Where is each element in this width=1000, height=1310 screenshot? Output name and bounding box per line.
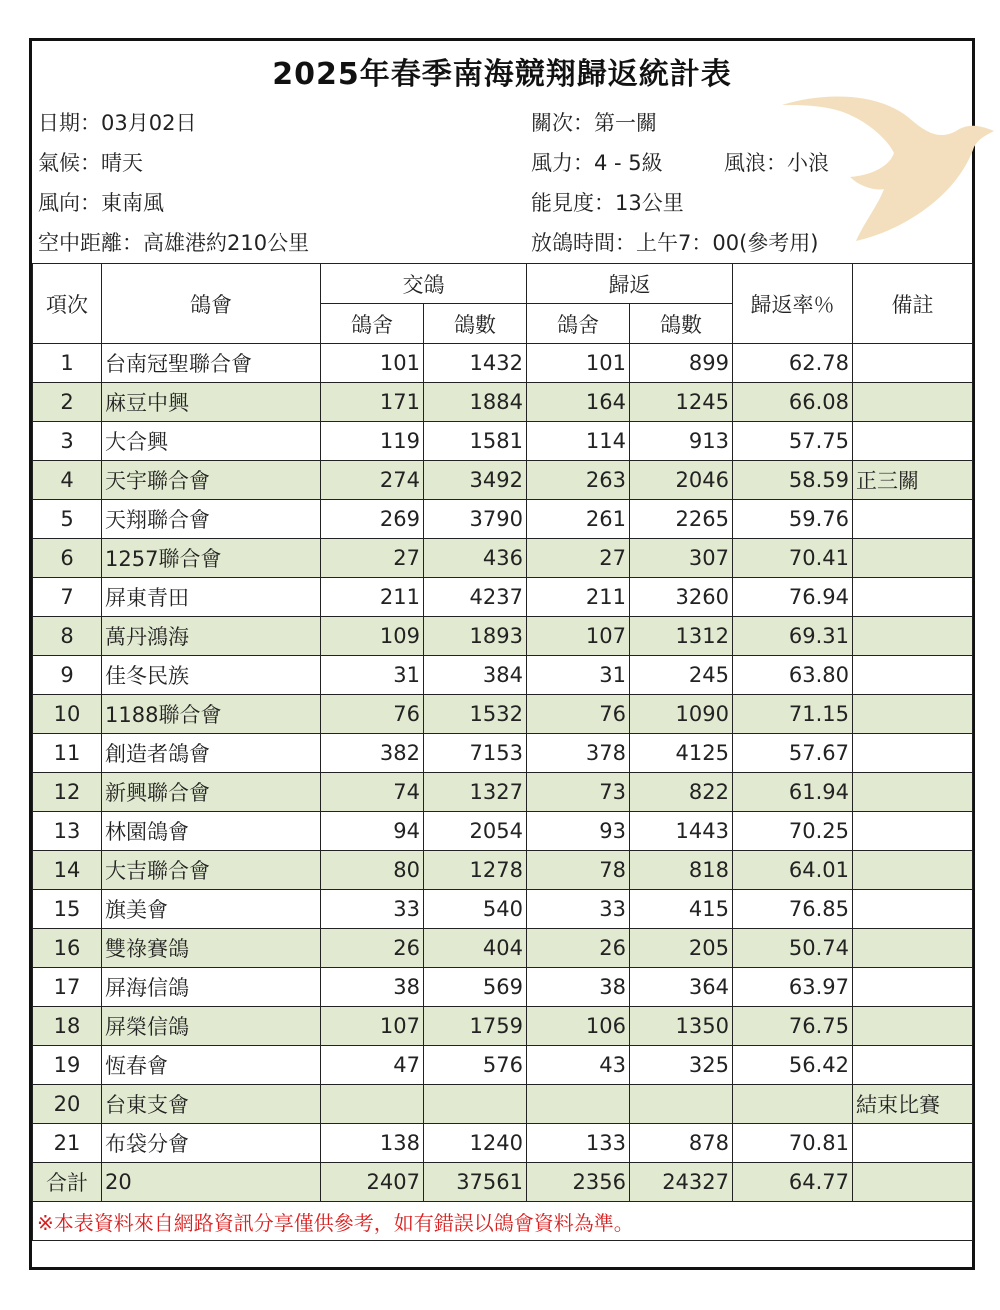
row-remark xyxy=(853,656,973,695)
row-submitted-birds: 3790 xyxy=(424,500,527,539)
row-returned-lofts: 101 xyxy=(527,344,630,383)
disclaimer-note: ※本表資料來自網路資訊分享僅供參考，如有錯誤以鴿會資料為準。 xyxy=(33,1202,973,1241)
row-remark xyxy=(853,539,973,578)
row-remark xyxy=(853,1007,973,1046)
info-date: 日期：03月02日 xyxy=(38,111,197,135)
row-submitted-birds: 576 xyxy=(424,1046,527,1085)
row-submitted-birds: 569 xyxy=(424,968,527,1007)
row-return-rate: 63.97 xyxy=(733,968,853,1007)
row-returned-birds: 307 xyxy=(630,539,733,578)
row-index: 16 xyxy=(33,929,102,968)
row-club-name: 萬丹鴻海 xyxy=(102,617,321,656)
row-returned-birds: 3260 xyxy=(630,578,733,617)
row-returned-birds: 1443 xyxy=(630,812,733,851)
row-returned-birds: 818 xyxy=(630,851,733,890)
header-submitted: 交鴿 xyxy=(321,264,527,304)
row-submitted-birds: 436 xyxy=(424,539,527,578)
row-remark xyxy=(853,734,973,773)
row-submitted-lofts: 38 xyxy=(321,968,424,1007)
row-index: 11 xyxy=(33,734,102,773)
row-return-rate: 50.74 xyxy=(733,929,853,968)
total-returned-lofts: 2356 xyxy=(527,1163,630,1202)
row-index: 13 xyxy=(33,812,102,851)
row-club-name: 屏榮信鴿 xyxy=(102,1007,321,1046)
row-index: 1 xyxy=(33,344,102,383)
row-submitted-lofts: 107 xyxy=(321,1007,424,1046)
row-return-rate: 76.85 xyxy=(733,890,853,929)
table-row xyxy=(33,851,973,890)
row-returned-lofts: 93 xyxy=(527,812,630,851)
table-row xyxy=(33,500,973,539)
row-index: 17 xyxy=(33,968,102,1007)
row-submitted-birds: 1278 xyxy=(424,851,527,890)
row-remark xyxy=(853,968,973,1007)
row-returned-birds: 913 xyxy=(630,422,733,461)
row-returned-birds: 899 xyxy=(630,344,733,383)
row-submitted-lofts: 47 xyxy=(321,1046,424,1085)
info-distance: 空中距離：高雄港約210公里 xyxy=(38,231,310,255)
row-index: 6 xyxy=(33,539,102,578)
row-index: 21 xyxy=(33,1124,102,1163)
row-return-rate: 70.41 xyxy=(733,539,853,578)
table-row xyxy=(33,734,973,773)
table-row xyxy=(33,1007,973,1046)
row-returned-lofts: 106 xyxy=(527,1007,630,1046)
table-row xyxy=(33,695,973,734)
row-submitted-birds xyxy=(424,1085,527,1124)
row-submitted-lofts: 109 xyxy=(321,617,424,656)
row-returned-lofts: 27 xyxy=(527,539,630,578)
row-club-name: 旗美會 xyxy=(102,890,321,929)
table-row xyxy=(33,461,973,500)
row-index: 14 xyxy=(33,851,102,890)
row-returned-lofts: 164 xyxy=(527,383,630,422)
row-remark xyxy=(853,695,973,734)
row-submitted-lofts: 138 xyxy=(321,1124,424,1163)
row-returned-birds xyxy=(630,1085,733,1124)
row-index: 3 xyxy=(33,422,102,461)
row-return-rate: 59.76 xyxy=(733,500,853,539)
row-index: 2 xyxy=(33,383,102,422)
header-submitted-lofts: 鴿舍 xyxy=(321,304,424,344)
row-returned-lofts: 133 xyxy=(527,1124,630,1163)
row-club-name: 恆春會 xyxy=(102,1046,321,1085)
report-sheet xyxy=(29,38,975,1270)
row-remark xyxy=(853,500,973,539)
row-returned-birds: 205 xyxy=(630,929,733,968)
row-club-name: 林園鴿會 xyxy=(102,812,321,851)
info-release-time: 放鴿時間：上午7：00(參考用) xyxy=(531,231,819,255)
row-returned-lofts: 73 xyxy=(527,773,630,812)
row-return-rate: 66.08 xyxy=(733,383,853,422)
row-return-rate: 76.94 xyxy=(733,578,853,617)
row-return-rate: 70.25 xyxy=(733,812,853,851)
row-submitted-birds: 1432 xyxy=(424,344,527,383)
row-submitted-birds: 2054 xyxy=(424,812,527,851)
row-remark xyxy=(853,773,973,812)
total-row xyxy=(33,1163,973,1202)
row-club-name: 大吉聯合會 xyxy=(102,851,321,890)
table-body xyxy=(33,344,973,1163)
row-remark: 結束比賽 xyxy=(853,1085,973,1124)
row-index: 9 xyxy=(33,656,102,695)
table-row xyxy=(33,1085,973,1124)
row-returned-lofts: 114 xyxy=(527,422,630,461)
row-club-name: 大合興 xyxy=(102,422,321,461)
row-index: 12 xyxy=(33,773,102,812)
row-return-rate: 61.94 xyxy=(733,773,853,812)
table-row xyxy=(33,1124,973,1163)
row-submitted-lofts: 269 xyxy=(321,500,424,539)
row-index: 18 xyxy=(33,1007,102,1046)
row-club-name: 麻豆中興 xyxy=(102,383,321,422)
table-row xyxy=(33,539,973,578)
row-returned-birds: 4125 xyxy=(630,734,733,773)
total-label: 合計 xyxy=(33,1163,102,1202)
row-index: 19 xyxy=(33,1046,102,1085)
row-submitted-lofts: 31 xyxy=(321,656,424,695)
row-index: 15 xyxy=(33,890,102,929)
row-remark xyxy=(853,617,973,656)
row-returned-lofts: 76 xyxy=(527,695,630,734)
header-index: 項次 xyxy=(33,264,102,344)
row-returned-birds: 415 xyxy=(630,890,733,929)
row-return-rate: 58.59 xyxy=(733,461,853,500)
row-return-rate: 71.15 xyxy=(733,695,853,734)
row-return-rate: 62.78 xyxy=(733,344,853,383)
row-club-name: 創造者鴿會 xyxy=(102,734,321,773)
row-returned-lofts: 31 xyxy=(527,656,630,695)
total-returned-birds: 24327 xyxy=(630,1163,733,1202)
row-remark xyxy=(853,578,973,617)
table-row xyxy=(33,617,973,656)
row-club-name: 佳冬民族 xyxy=(102,656,321,695)
return-stats-table xyxy=(32,263,973,1241)
row-submitted-lofts: 76 xyxy=(321,695,424,734)
row-returned-birds: 1312 xyxy=(630,617,733,656)
row-club-name: 屏海信鴿 xyxy=(102,968,321,1007)
total-submitted-lofts: 2407 xyxy=(321,1163,424,1202)
table-row xyxy=(33,578,973,617)
table-row xyxy=(33,773,973,812)
row-remark xyxy=(853,1046,973,1085)
row-returned-lofts: 38 xyxy=(527,968,630,1007)
row-submitted-birds: 1759 xyxy=(424,1007,527,1046)
row-returned-birds: 822 xyxy=(630,773,733,812)
row-submitted-lofts xyxy=(321,1085,424,1124)
row-returned-lofts: 33 xyxy=(527,890,630,929)
row-club-name: 布袋分會 xyxy=(102,1124,321,1163)
row-returned-lofts xyxy=(527,1085,630,1124)
total-remark xyxy=(853,1163,973,1202)
row-returned-birds: 1350 xyxy=(630,1007,733,1046)
row-remark xyxy=(853,422,973,461)
row-return-rate: 76.75 xyxy=(733,1007,853,1046)
row-returned-birds: 2265 xyxy=(630,500,733,539)
row-submitted-birds: 4237 xyxy=(424,578,527,617)
row-submitted-lofts: 382 xyxy=(321,734,424,773)
row-submitted-lofts: 171 xyxy=(321,383,424,422)
row-return-rate: 70.81 xyxy=(733,1124,853,1163)
table-row xyxy=(33,812,973,851)
row-submitted-birds: 3492 xyxy=(424,461,527,500)
row-submitted-lofts: 94 xyxy=(321,812,424,851)
row-submitted-birds: 1581 xyxy=(424,422,527,461)
row-index: 4 xyxy=(33,461,102,500)
info-visibility: 能見度：13公里 xyxy=(531,191,684,215)
row-returned-lofts: 211 xyxy=(527,578,630,617)
row-remark xyxy=(853,383,973,422)
row-submitted-lofts: 119 xyxy=(321,422,424,461)
note-row xyxy=(33,1202,973,1241)
row-returned-birds: 878 xyxy=(630,1124,733,1163)
row-submitted-lofts: 27 xyxy=(321,539,424,578)
row-submitted-lofts: 211 xyxy=(321,578,424,617)
row-return-rate: 57.75 xyxy=(733,422,853,461)
table-row xyxy=(33,929,973,968)
row-returned-lofts: 261 xyxy=(527,500,630,539)
row-club-name: 台南冠聖聯合會 xyxy=(102,344,321,383)
row-returned-birds: 2046 xyxy=(630,461,733,500)
row-remark xyxy=(853,344,973,383)
table-row xyxy=(33,383,973,422)
row-remark xyxy=(853,812,973,851)
header-returned-birds: 鴿數 xyxy=(630,304,733,344)
row-submitted-lofts: 80 xyxy=(321,851,424,890)
row-club-name: 天翔聯合會 xyxy=(102,500,321,539)
row-return-rate: 57.67 xyxy=(733,734,853,773)
info-weather: 氣候：晴天 xyxy=(38,151,143,175)
info-stage: 關次：第一關 xyxy=(531,111,657,135)
total-club-count: 20 xyxy=(102,1163,321,1202)
row-submitted-lofts: 274 xyxy=(321,461,424,500)
row-returned-birds: 1090 xyxy=(630,695,733,734)
header-return-rate: 歸返率％ xyxy=(733,264,853,344)
header-returned: 歸返 xyxy=(527,264,733,304)
row-index: 7 xyxy=(33,578,102,617)
row-remark: 正三關 xyxy=(853,461,973,500)
row-club-name: 新興聯合會 xyxy=(102,773,321,812)
header-club: 鴿會 xyxy=(102,264,321,344)
table-row xyxy=(33,968,973,1007)
row-returned-lofts: 107 xyxy=(527,617,630,656)
row-index: 8 xyxy=(33,617,102,656)
row-index: 20 xyxy=(33,1085,102,1124)
row-submitted-birds: 384 xyxy=(424,656,527,695)
table-row xyxy=(33,422,973,461)
table-row xyxy=(33,656,973,695)
info-wind-direction: 風向：東南風 xyxy=(38,191,164,215)
row-return-rate: 64.01 xyxy=(733,851,853,890)
row-club-name: 1257聯合會 xyxy=(102,539,321,578)
row-club-name: 1188聯合會 xyxy=(102,695,321,734)
row-submitted-lofts: 33 xyxy=(321,890,424,929)
row-submitted-birds: 1884 xyxy=(424,383,527,422)
row-submitted-birds: 1532 xyxy=(424,695,527,734)
row-returned-birds: 1245 xyxy=(630,383,733,422)
table-row xyxy=(33,1046,973,1085)
row-returned-birds: 245 xyxy=(630,656,733,695)
row-return-rate xyxy=(733,1085,853,1124)
row-club-name: 雙祿賽鴿 xyxy=(102,929,321,968)
row-return-rate: 56.42 xyxy=(733,1046,853,1085)
row-submitted-birds: 1893 xyxy=(424,617,527,656)
row-submitted-birds: 1240 xyxy=(424,1124,527,1163)
row-remark xyxy=(853,1124,973,1163)
total-submitted-birds: 37561 xyxy=(424,1163,527,1202)
row-returned-lofts: 43 xyxy=(527,1046,630,1085)
row-returned-birds: 364 xyxy=(630,968,733,1007)
total-return-rate: 64.77 xyxy=(733,1163,853,1202)
row-returned-lofts: 78 xyxy=(527,851,630,890)
row-submitted-birds: 1327 xyxy=(424,773,527,812)
row-submitted-birds: 404 xyxy=(424,929,527,968)
row-club-name: 台東支會 xyxy=(102,1085,321,1124)
row-submitted-birds: 540 xyxy=(424,890,527,929)
row-submitted-birds: 7153 xyxy=(424,734,527,773)
row-submitted-lofts: 101 xyxy=(321,344,424,383)
header-returned-lofts: 鴿舍 xyxy=(527,304,630,344)
row-club-name: 屏東青田 xyxy=(102,578,321,617)
row-submitted-lofts: 26 xyxy=(321,929,424,968)
table-row xyxy=(33,890,973,929)
table-row xyxy=(33,344,973,383)
row-submitted-lofts: 74 xyxy=(321,773,424,812)
row-index: 10 xyxy=(33,695,102,734)
info-waves: 風浪：小浪 xyxy=(724,151,829,175)
info-wind-force: 風力：4 - 5級 xyxy=(531,151,663,175)
row-remark xyxy=(853,851,973,890)
row-remark xyxy=(853,929,973,968)
row-return-rate: 69.31 xyxy=(733,617,853,656)
row-returned-birds: 325 xyxy=(630,1046,733,1085)
row-returned-lofts: 263 xyxy=(527,461,630,500)
row-index: 5 xyxy=(33,500,102,539)
row-club-name: 天宇聯合會 xyxy=(102,461,321,500)
row-return-rate: 63.80 xyxy=(733,656,853,695)
header-remark: 備註 xyxy=(853,264,973,344)
row-remark xyxy=(853,890,973,929)
report-title: 2025年春季南海競翔歸返統計表 xyxy=(272,57,732,92)
header-submitted-birds: 鴿數 xyxy=(424,304,527,344)
row-returned-lofts: 26 xyxy=(527,929,630,968)
row-returned-lofts: 378 xyxy=(527,734,630,773)
